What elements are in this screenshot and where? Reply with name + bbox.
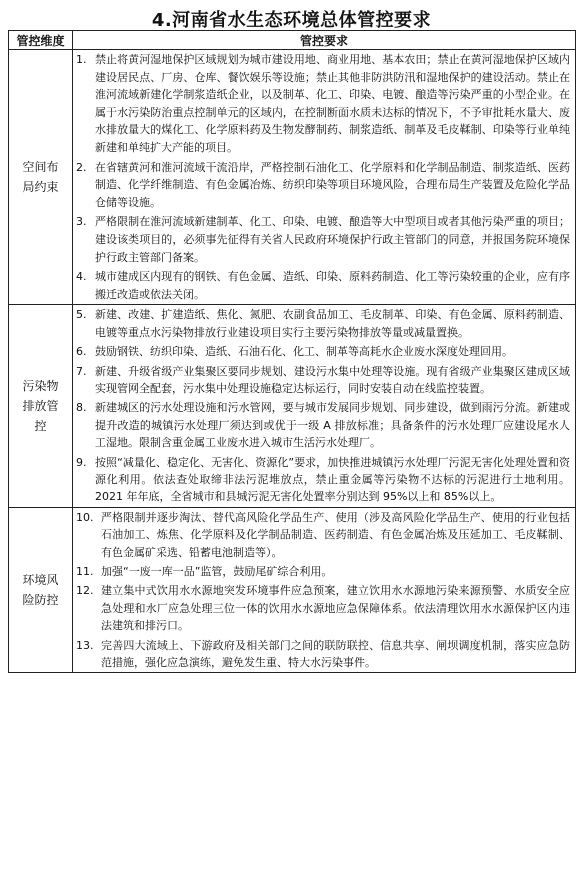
item-text: 鼓励钢铁、纺织印染、造纸、石油石化、化工、制革等高耗水企业废水深度处理回用。 [95,345,513,359]
dimension-cell [9,305,73,507]
item-number: 3. [76,215,87,229]
item-text: 严格限制在淮河流域新建制革、化工、印染、电镀、酿造等大中型项目或者其他污染严重的项目；建设该类项目的，必须事先征得有关省人民政府环境保护行政主管部门的同意，并报国务院环境保护行政主管部门备案。 [95,215,570,264]
list-item [73,453,575,507]
item-text: 新建城区的污水处理设施和污水管网，要与城市发展同步规划、同步建设，做到雨污分流。新建或提升改造的城镇污水处理厂须达到或优于一级 A 排放标准；具备条件的污水处理厂应建设尾水人工湿地。限制含重金属工业废水进入城市生活污水处理厂。 [95,401,570,450]
dimension-cell [9,507,73,673]
list-item [73,305,575,342]
item-text: 新建、改建、扩建造纸、焦化、氮肥、农副食品加工、毛皮制革、印染、有色金属、原料药制造、电镀等重点水污染物排放行业建设项目实行主要污染物排放等量或减量置换。 [95,308,570,339]
item-number: 10. [76,510,94,524]
item-number: 11. [76,565,94,578]
list-item [73,342,575,361]
item-text: 新建、升级省级产业集聚区要同步规划、建设污水集中处理等设施。现有省级产业集聚区建成区域实现管网全配套，污水集中处理设施稳定达标运行，同时安装自动在线监控装置。 [95,364,570,395]
requirements-cell [73,50,576,305]
header-requirements: 管控要求 [73,31,576,50]
item-text: 建立集中式饮用水水源地突发环境事件应急预案，建立饮用水水源地污染来源预警、水质安全应急处理和水厂应急处理三位一体的饮用水水源地应急保障体系。依法清理饮用水水源保护区内违法建筑和排污口。 [101,584,570,633]
item-number: 1. [76,53,87,66]
list-item [73,636,575,673]
item-number: 6. [76,345,87,359]
item-number: 7. [76,364,87,378]
requirements-cell [73,507,576,673]
header-dimension: 管控维度 [9,31,73,50]
item-number: 4. [76,270,87,284]
control-requirements-table [8,30,576,673]
table-header-row [9,31,576,50]
list-item [73,50,575,158]
item-text: 禁止将黄河湿地保护区域规划为城市建设用地、商业用地、基本农田；禁止在黄河湿地保护区域内建设居民点、厂房、仓库、餐饮娱乐等设施；禁止其他非防洪防汛和湿地保护的建设活动。禁止在淮河流域新建化学制浆造纸企业，以及制革、化工、印染、电镀、酿造等污染严重的小型企业。在属于水污染防治重点控制单元的区域内，在控制断面水质未达标的情况下，不予审批耗水量大、废水排放量大的煤化工、化学原料药及生物发酵制药、制浆造纸、制革及毛皮鞣制、印染等行业单纯新建和单纯扩大产能的项目。 [95,53,570,154]
item-number: 12. [76,584,94,598]
item-number: 9. [76,455,87,469]
requirements-cell [73,305,576,507]
list-item [73,562,575,581]
section-row-environmental-risk [9,507,576,673]
section-row-spatial-layout [9,50,576,305]
list-item [73,267,575,304]
item-text: 严格限制并逐步淘汰、替代高风险化学品生产、使用（涉及高风险化学品生产、使用的行业包括石油加工、炼焦、化学原料及化学制品制造、医药制造、有色金属冶炼及压延加工、毛皮鞣制、有色金属矿采选、铅蓄电池制造等）。 [101,510,570,559]
list-item [73,212,575,267]
section-row-pollutant-discharge [9,305,576,507]
list-item [73,158,575,213]
item-text: 完善四大流域上、下游政府及相关部门之间的联防联控、信息共享、闸坝调度机制，落实应急防范措施，强化应急演练，避免发生重、特大水污染事件。 [101,638,570,670]
list-item [73,398,575,452]
item-number: 2. [76,160,87,174]
item-text: 加强“一废一库一品”监管，鼓励尾矿综合利用。 [101,565,333,578]
item-number: 5. [76,308,87,322]
item-text: 按照“减量化、稳定化、无害化、资源化”要求，加快推进城镇污水处理厂污泥无害化处理处置和资源化利用。依法查处取缔非法污泥堆放点，禁止重金属等污染物不达标的污泥进行土地利用。2021 年年底，全省城市和县城污泥无害化处置率分别达到 95%以上和 85%以上。 [95,455,570,504]
dimension-cell [9,50,73,305]
dimension-label: 污染物排放管控 [22,379,59,434]
item-number: 13. [76,638,94,652]
list-item [73,508,575,562]
dimension-label: 环境风险防控 [22,573,59,608]
list-item [73,581,575,635]
item-number: 8. [76,401,87,415]
dimension-label: 空间布局约束 [22,160,59,195]
list-item [73,362,575,399]
item-text: 在省辖黄河和淮河流域干流沿岸，严格控制石油化工、化学原料和化学制品制造、制浆造纸、医药制造、化学纤维制造、有色金属冶炼、纺织印染等项目环境风险，合理布局生产装置及危险化学品仓储等设施。 [95,160,570,209]
item-text: 城市建成区内现有的钢铁、有色金属、造纸、印染、原料药制造、化工等污染较重的企业，应有序搬迁改造或依法关闭。 [95,270,570,301]
page-title: 4.河南省水生态环境总体管控要求 [151,10,432,31]
